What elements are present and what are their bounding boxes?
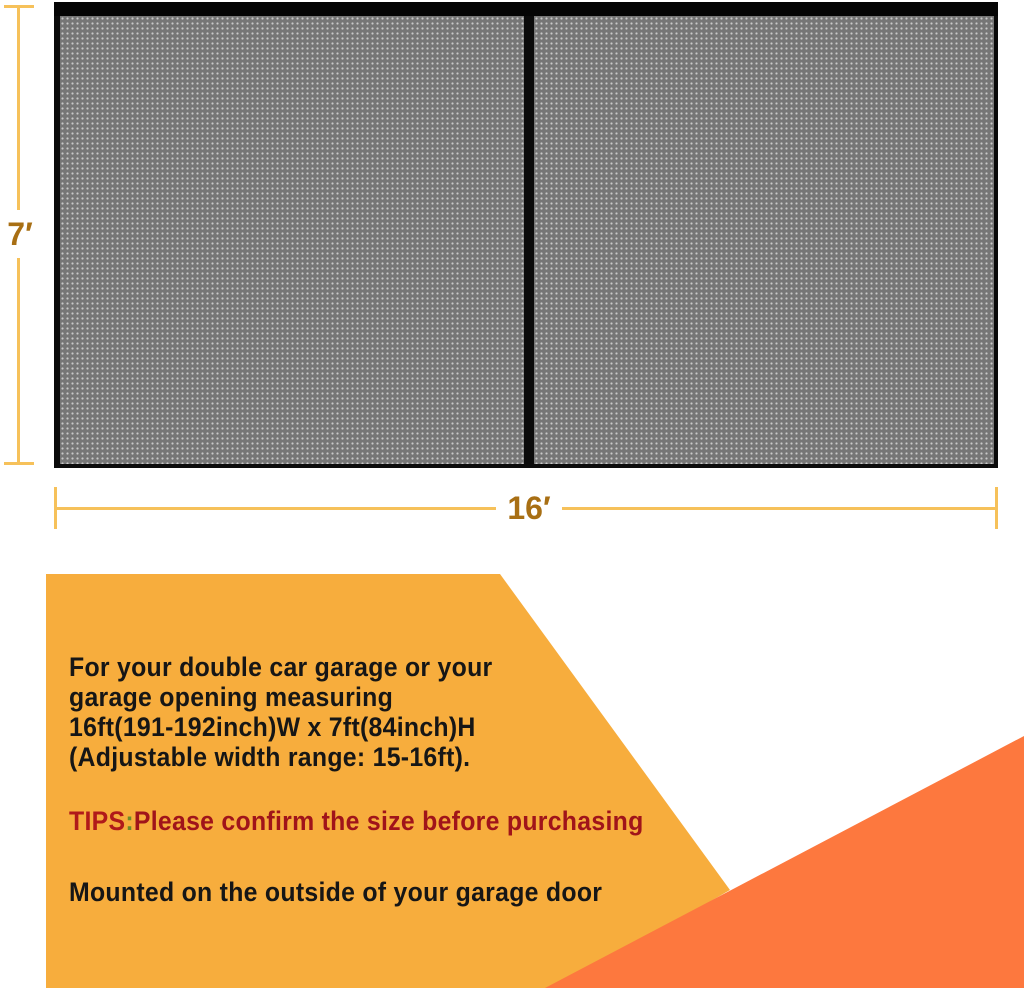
info-line-1: For your double car garage or your xyxy=(69,652,493,682)
tips-colon: : xyxy=(125,806,134,836)
width-dimension-cap-right xyxy=(995,487,998,529)
tips-note xyxy=(69,806,644,837)
info-banner-background xyxy=(0,560,1024,988)
width-dimension-label: 16′ xyxy=(496,486,562,530)
info-line-2: garage opening measuring xyxy=(69,682,394,712)
info-line-3: 16ft(191-192inch)W x 7ft(84inch)H xyxy=(69,712,476,742)
mesh-panel-left xyxy=(60,16,524,464)
screen-door-illustration xyxy=(54,2,998,468)
tips-text: Please confirm the size before purchasing xyxy=(133,806,644,836)
door-top-bar xyxy=(54,2,998,16)
height-dimension-cap-bottom xyxy=(4,462,34,465)
banner-yellow-shape xyxy=(46,574,730,988)
mesh-panel-right xyxy=(534,16,994,464)
height-dimension-cap-top xyxy=(4,5,34,8)
tips-prefix: TIPS xyxy=(69,806,126,836)
width-dimension-cap-left xyxy=(54,487,57,529)
mounting-note: Mounted on the outside of your garage door xyxy=(69,877,603,907)
info-line-4: (Adjustable width range: 15-16ft). xyxy=(69,742,471,772)
height-dimension-label: 7′ xyxy=(0,210,40,258)
